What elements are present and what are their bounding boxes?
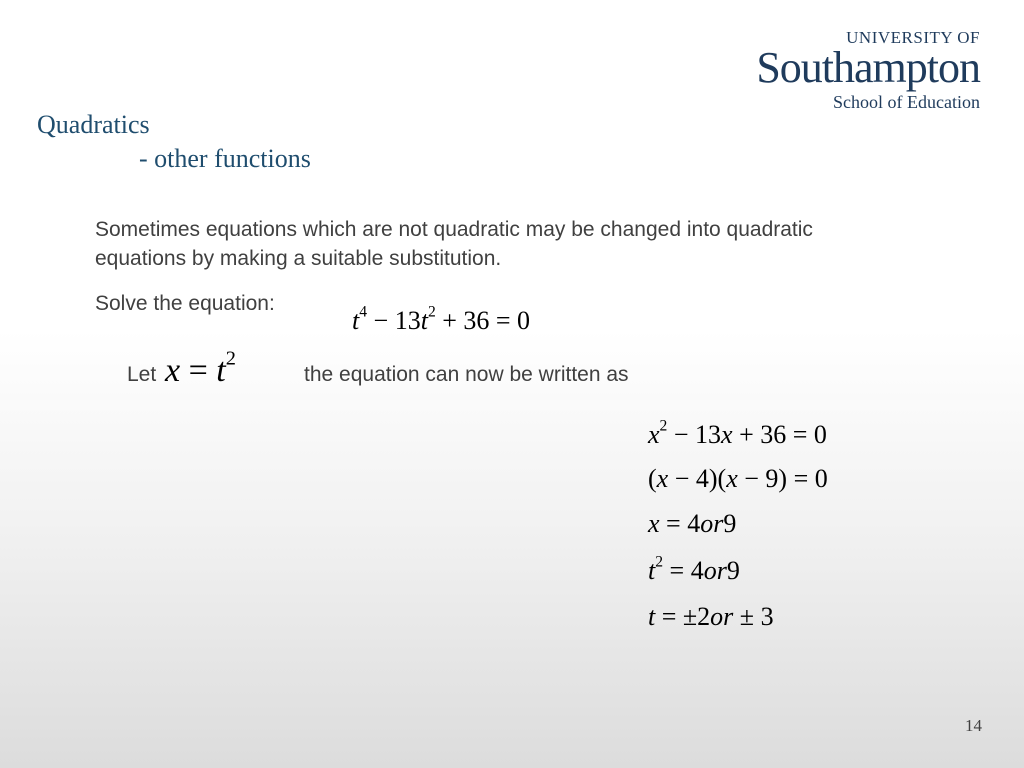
- title-line-1: Quadratics: [37, 110, 150, 139]
- intro-text: Sometimes equations which are not quadratic may be changed into quadratic equations by making a suitable substitution.: [95, 218, 813, 270]
- page-number: 14: [965, 716, 982, 735]
- main-equation: [352, 303, 531, 336]
- step-equation-1: $x^2 - 13x + 36 = 0$: [648, 417, 827, 449]
- step-equation-4: $t^2 = 4or9$: [648, 553, 740, 585]
- solve-label: Solve the equation:: [95, 292, 275, 315]
- substitution-equation: [165, 347, 236, 390]
- title-line-2: - other functions: [139, 144, 311, 173]
- logo-university-of: UNIVERSITY OF: [846, 28, 980, 47]
- university-logo: [740, 28, 980, 113]
- logo-southampton: Southampton: [756, 43, 980, 92]
- step-equation-3: x = 4or9: [648, 509, 737, 538]
- slide-title: [37, 110, 311, 174]
- logo-school: School of Education: [833, 92, 980, 112]
- written-label: the equation can now be written as: [304, 363, 629, 386]
- substitution-render: $x = t^2$: [165, 347, 236, 389]
- step-equation-5: t = ±2or ± 3: [648, 602, 774, 631]
- main-equation-render: $t^4 - 13t^2 + 36 = 0$: [352, 303, 531, 335]
- let-label: Let: [127, 363, 157, 386]
- step-equation-2: (x − 4)(x − 9) = 0: [648, 464, 828, 493]
